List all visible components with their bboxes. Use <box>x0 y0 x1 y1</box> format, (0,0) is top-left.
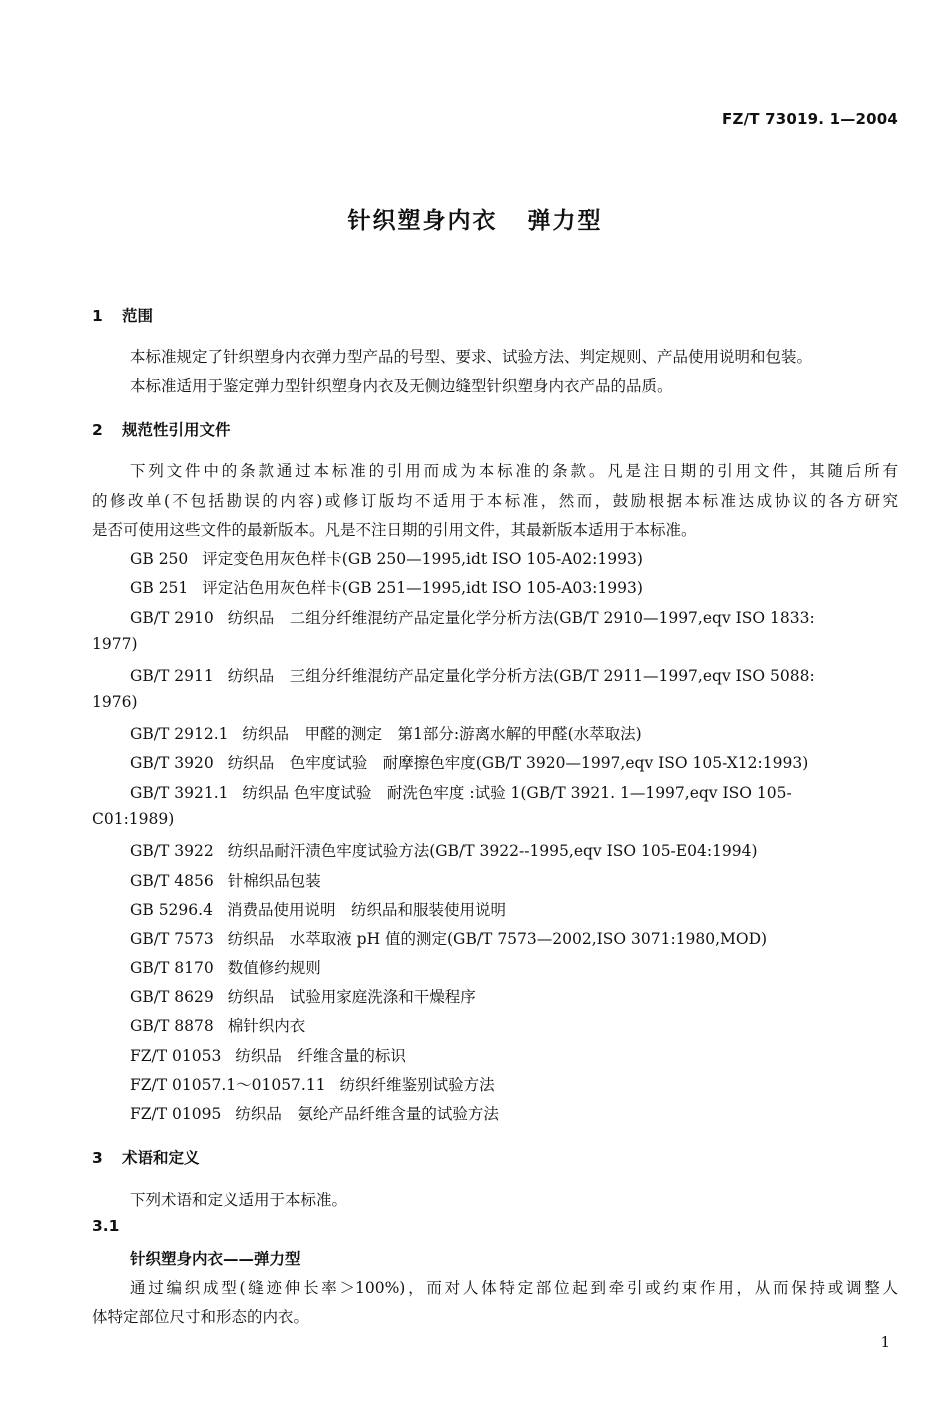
reference-item <box>130 985 476 1007</box>
reference-item <box>130 956 321 978</box>
reference-code: FZ/T 01095 <box>130 1105 222 1123</box>
reference-code: GB/T 7573 <box>130 930 214 948</box>
section-number: 2 <box>92 421 103 439</box>
reference-title: 纺织品 色牢度试验 耐摩擦色牢度(GB/T 3920—1997,eqv ISO 105-X12:1993) <box>227 754 809 772</box>
reference-code: GB/T 2912.1 <box>130 725 229 743</box>
reference-continuation: 1977) <box>92 635 138 653</box>
reference-code: FZ/T 01053 <box>130 1047 222 1065</box>
reference-title: 纺织品 三组分纤维混纺产品定量化学分析方法(GB/T 2911—1997,eqv ISO 5088: <box>227 667 815 685</box>
reference-title: 数值修约规则 <box>227 959 321 977</box>
reference-title: 评定变色用灰色样卡(GB 250—1995,idt ISO 105-A02:1993) <box>202 550 643 568</box>
references-para-line-3: 是否可使用这些文件的最新版本。凡是不注日期的引用文件，其最新版本适用于本标准。 <box>92 521 697 539</box>
references-para-line-2: 的修改单(不包括勘误的内容)或修订版均不适用于本标准，然而，鼓励根据本标准达成协议的各方研究 <box>92 492 898 510</box>
reference-code: GB 250 <box>130 550 189 568</box>
reference-title: 纺织品 甲醛的测定 第1部分:游离水解的甲醛(水萃取法) <box>242 725 642 743</box>
reference-item <box>130 547 643 569</box>
term-definition-line-1: 通过编织成型(缝迹伸长率＞100%)，而对人体特定部位起到牵引或约束作用，从而保持或调整人 <box>130 1279 898 1297</box>
reference-code: GB/T 2910 <box>130 609 214 627</box>
reference-item <box>130 839 758 861</box>
reference-code: GB/T 3922 <box>130 842 214 860</box>
reference-code: GB/T 8878 <box>130 1017 214 1035</box>
reference-code: GB/T 3921.1 <box>130 784 229 802</box>
reference-title: 评定沾色用灰色样卡(GB 251—1995,idt ISO 105-A03:1993) <box>202 579 643 597</box>
reference-title: 纺织品 水萃取液 pH 值的测定(GB/T 7573—2002,ISO 3071:1980,MOD) <box>227 930 768 948</box>
terms-intro: 下列术语和定义适用于本标准。 <box>130 1191 348 1209</box>
reference-code: FZ/T 01057.1～01057.11 <box>130 1076 326 1094</box>
section-title: 术语和定义 <box>122 1149 200 1167</box>
term-heading: 针织塑身内衣——弹力型 <box>130 1250 301 1268</box>
reference-item <box>130 1073 495 1095</box>
standard-number: FZ/T 73019. 1—2004 <box>722 110 898 128</box>
reference-code: GB 251 <box>130 579 189 597</box>
title-part-2: 弹力型 <box>527 208 603 234</box>
reference-title: 纺织品耐汗渍色牢度试验方法(GB/T 3922--1995,eqv ISO 105-E04:1994) <box>227 842 758 860</box>
section-1-heading <box>92 304 153 326</box>
reference-title: 纺织品 纤维含量的标识 <box>235 1047 406 1065</box>
reference-item <box>130 1044 406 1066</box>
reference-item <box>130 927 767 949</box>
term-definition-line-2: 体特定部位尺寸和形态的内衣。 <box>92 1308 310 1326</box>
reference-title: 纺织纤维鉴别试验方法 <box>339 1076 495 1094</box>
reference-item <box>130 1014 305 1036</box>
reference-item <box>130 576 643 598</box>
reference-continuation: 1976) <box>92 693 138 711</box>
section-3-heading <box>92 1146 200 1168</box>
document-title <box>0 202 950 235</box>
reference-title: 针棉织品包装 <box>227 872 321 890</box>
reference-code: GB/T 8170 <box>130 959 214 977</box>
reference-code: GB/T 3920 <box>130 754 214 772</box>
reference-item <box>130 869 321 891</box>
reference-code: GB/T 4856 <box>130 872 214 890</box>
reference-item <box>130 722 642 744</box>
reference-item <box>130 781 792 803</box>
section-title: 范围 <box>122 307 154 325</box>
reference-title: 消费品使用说明 纺织品和服装使用说明 <box>226 901 506 919</box>
scope-line-1: 本标准规定了针织塑身内衣弹力型产品的号型、要求、试验方法、判定规则、产品使用说明和包装。 <box>130 348 813 366</box>
reference-code: GB/T 2911 <box>130 667 214 685</box>
section-2-heading <box>92 418 231 440</box>
section-number: 3 <box>92 1149 103 1167</box>
reference-title: 棉针织内衣 <box>227 1017 306 1035</box>
subsection-number: 3.1 <box>92 1217 120 1235</box>
references-para-line-1: 下列文件中的条款通过本标准的引用而成为本标准的条款。凡是注日期的引用文件，其随后所有 <box>130 462 898 480</box>
page-number: 1 <box>880 1333 890 1351</box>
reference-title: 纺织品 试验用家庭洗涤和干燥程序 <box>227 988 476 1006</box>
reference-title: 纺织品 色牢度试验 耐洗色牢度 :试验 1(GB/T 3921. 1—1997,eqv ISO 105- <box>242 784 792 802</box>
reference-item <box>130 1102 499 1124</box>
reference-item <box>130 751 808 773</box>
scope-line-2: 本标准适用于鉴定弹力型针织塑身内衣及无侧边缝型针织塑身内衣产品的品质。 <box>130 377 673 395</box>
reference-continuation: C01:1989) <box>92 810 175 828</box>
reference-code: GB/T 8629 <box>130 988 214 1006</box>
reference-item <box>130 664 815 686</box>
section-title: 规范性引用文件 <box>122 421 231 439</box>
reference-item <box>130 606 815 628</box>
reference-title: 纺织品 氨纶产品纤维含量的试验方法 <box>235 1105 499 1123</box>
reference-code: GB 5296.4 <box>130 901 213 919</box>
section-number: 1 <box>92 307 103 325</box>
reference-item <box>130 898 506 920</box>
title-part-1: 针织塑身内衣 <box>347 208 498 234</box>
reference-title: 纺织品 二组分纤维混纺产品定量化学分析方法(GB/T 2910—1997,eqv ISO 1833: <box>227 609 815 627</box>
